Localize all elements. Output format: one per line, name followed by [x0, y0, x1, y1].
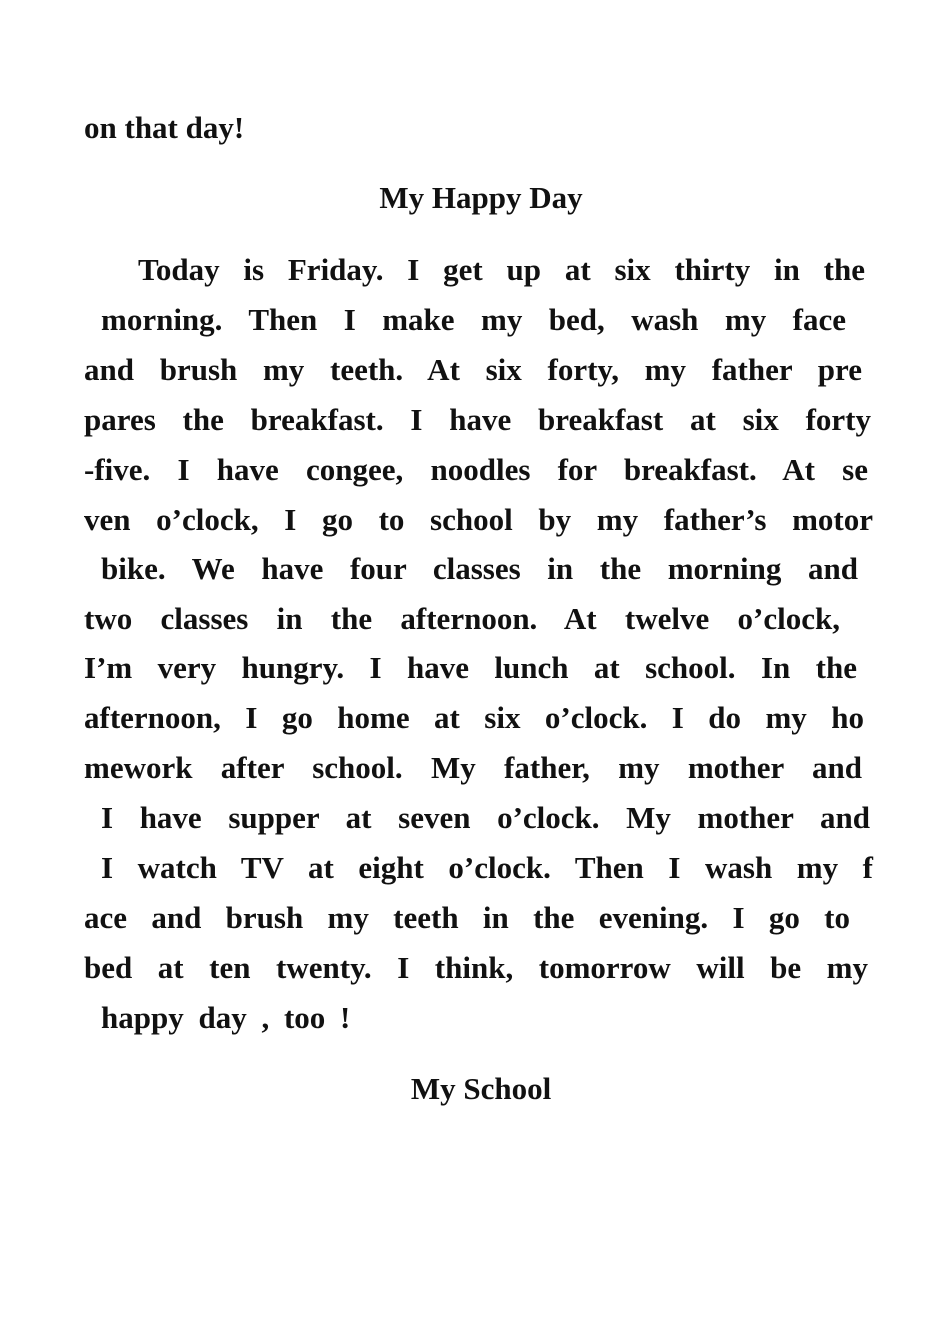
essay-line: mework after school. My father, my mother and	[84, 750, 862, 785]
essay-line: two classes in the afternoon. At twelve o’clock,	[84, 601, 840, 636]
essay-line: morning. Then I make my bed, wash my face	[101, 302, 846, 337]
essay-line: bed at ten twenty. I think, tomorrow will be my	[84, 950, 868, 985]
essay-line: and brush my teeth. At six forty, my father pre	[84, 352, 862, 387]
essay-line: ace and brush my teeth in the evening. I go to	[84, 900, 850, 935]
essay-line: pares the breakfast. I have breakfast at six forty	[84, 402, 871, 437]
essay-line: happy day , too !	[101, 1000, 351, 1035]
essay-line: Today is Friday. I get up at six thirty in the	[138, 252, 865, 287]
continuation-text: on that day!	[84, 110, 245, 145]
essay-line: I watch TV at eight o’clock. Then I wash my f	[101, 850, 873, 885]
essay-line: I have supper at seven o’clock. My mother and	[101, 800, 870, 835]
essay-line: afternoon, I go home at six o’clock. I do my ho	[84, 700, 864, 735]
essay-line: I’m very hungry. I have lunch at school. In the	[84, 650, 857, 685]
essay-line: bike. We have four classes in the morning and	[101, 551, 858, 586]
essay-line: ven o’clock, I go to school by my father’s motor	[84, 502, 873, 537]
essay-line: -five. I have congee, noodles for breakfast. At se	[84, 452, 868, 487]
essay-title-my-school: My School	[410, 1071, 552, 1106]
essay-title-my-happy-day: My Happy Day	[379, 180, 583, 215]
